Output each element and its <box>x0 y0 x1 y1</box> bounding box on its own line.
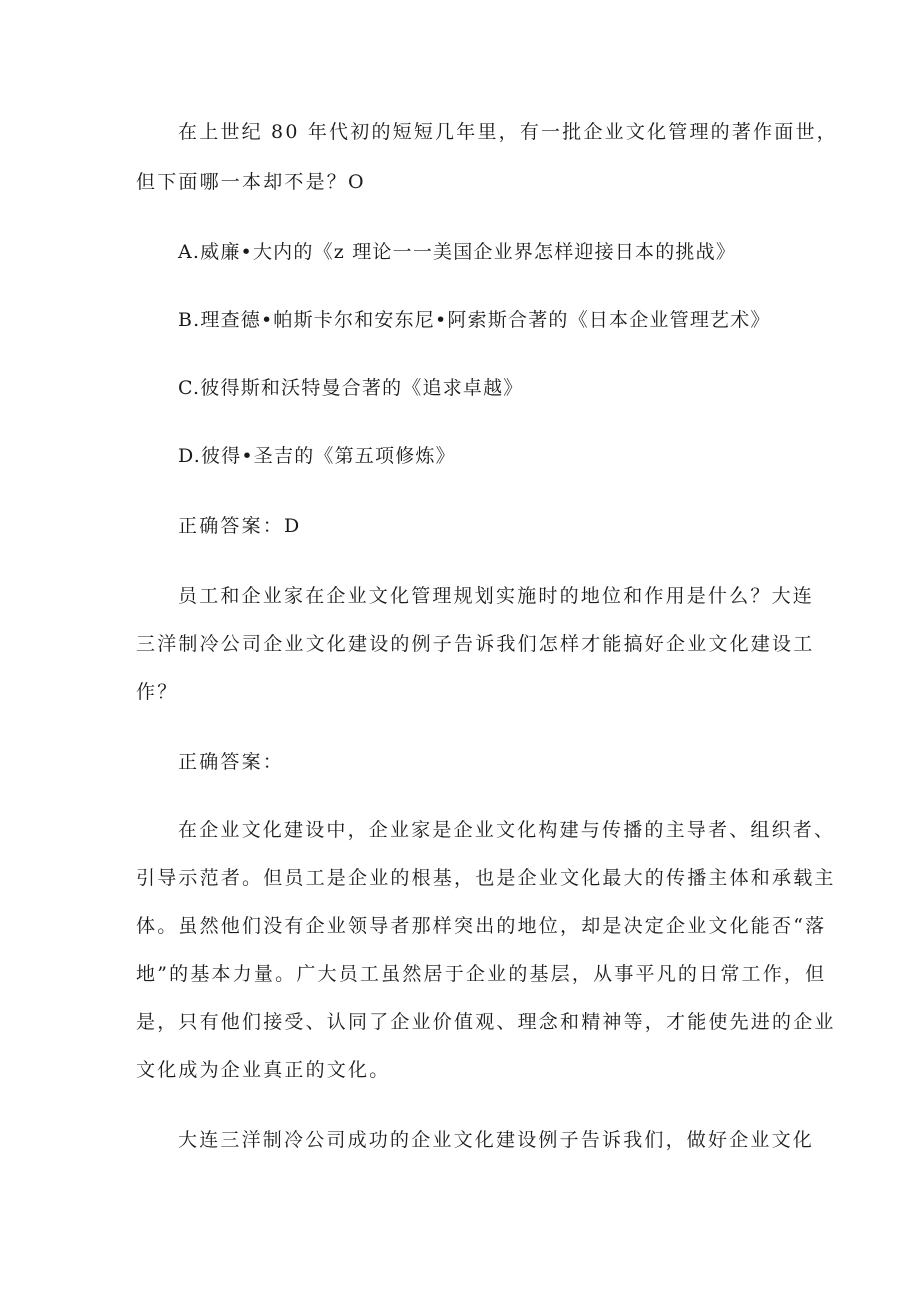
question1-answer: 正确答案：D <box>178 515 302 537</box>
question2-answer-label: 正确答案： <box>178 751 285 773</box>
answer-paragraph2-line-1: 大连三洋制冷公司成功的企业文化建设例子告诉我们，做好企业文化 <box>178 1129 815 1151</box>
question1-option-c: C.彼得斯和沃特曼合著的《追求卓越》 <box>178 377 524 399</box>
question1-stem-line-2: 但下面哪一本却不是？O <box>136 171 366 193</box>
answer-paragraph1-line-1: 在企业文化建设中，企业家是企业文化构建与传播的主导者、组织者、 <box>178 819 836 841</box>
question2-stem-line-2: 三洋制冷公司企业文化建设的例子告诉我们怎样才能搞好企业文化建设工 <box>136 633 815 655</box>
answer-paragraph1-line-6: 文化成为企业真正的文化。 <box>136 1059 391 1081</box>
answer-paragraph1-line-5: 是，只有他们接受、认同了企业价值观、理念和精神等，才能使先进的企业 <box>136 1011 836 1033</box>
question1-option-b: B.理查德•帕斯卡尔和安东尼•阿索斯合著的《日本企业管理艺术》 <box>178 309 771 331</box>
question1-stem-line-1: 在上世纪 80 年代初的短短几年里，有一批企业文化管理的著作面世， <box>178 121 838 143</box>
answer-paragraph1-line-2: 引导示范者。但员工是企业的根基，也是企业文化最大的传播主体和承载主 <box>136 867 836 889</box>
question1-option-a: A.威廉•大内的《z 理论一一美国企业界怎样迎接日本的挑战》 <box>178 241 737 263</box>
question1-option-d: D.彼得•圣吉的《第五项修炼》 <box>178 445 456 467</box>
answer-paragraph1-line-3: 体。虽然他们没有企业领导者那样突出的地位，却是决定企业文化能否“落 <box>136 915 827 937</box>
answer-paragraph1-line-4: 地”的基本力量。广大员工虽然居于企业的基层，从事平凡的日常工作，但 <box>136 963 827 985</box>
question2-stem-line-1: 员工和企业家在企业文化管理规划实施时的地位和作用是什么？大连 <box>178 585 815 607</box>
question2-stem-line-3: 作？ <box>136 681 179 703</box>
